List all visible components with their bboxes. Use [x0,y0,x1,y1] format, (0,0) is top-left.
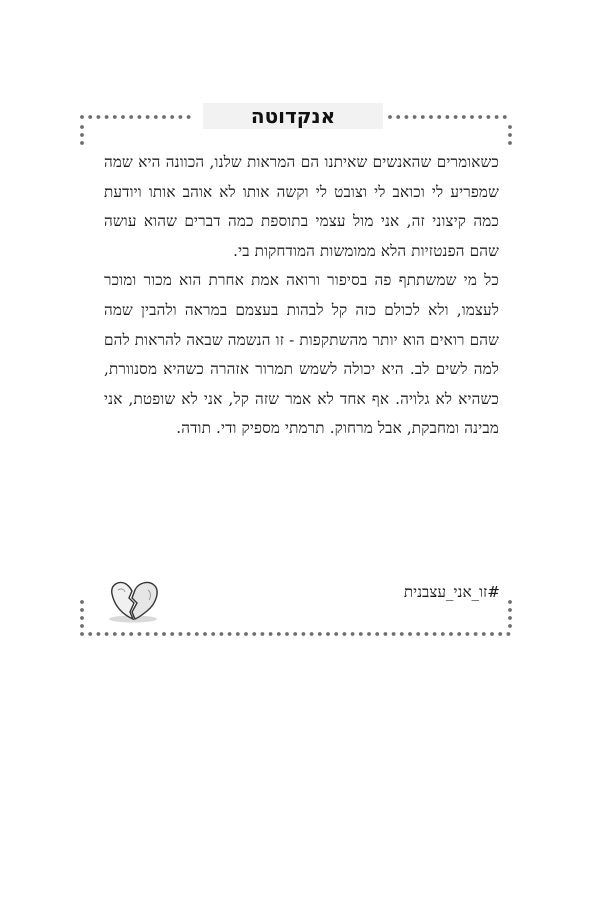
page-title: אנקדוטה [203,103,383,129]
broken-heart-icon [104,578,164,624]
paragraph-2: כל מי שמשתתף פה בסיפור ורואה אמת אחרת הוא מכור ומוכר לעצמו, ולא לכולם כזה קל לבהות בעצמם במראה ולהבין שמה שהם רואים הוא יותר מהשתקפות - זו הנשמה שבאה להראות להם למה לשים לב. היא יכולה לשמש תמרור אזהרה כשהיא מסנוורת, כשהיא לא גלויה. אף אחד לא אמר שזה קל, אני לא שופטת, אני מבינה ומחבקת, אבל מרחוק. תרמתי מספיק ודי. תודה. [104,271,499,438]
paragraph-1: כשאומרים שהאנשים שאיתנו הם המראות שלנו, הכוונה היא שמה שמפריע לי וכואב לי וצובט לי וקשה אותו לא אוהב אותו ויודעת כמה קיצוני זה, אני מול עצמי בתוספת כמה דברים שהוא עושה שהם הפנטזיות הלא ממומשות המודחקות בי. [104,153,499,260]
body-text [104,148,499,444]
hashtag: #זו_אני_עצבנית [403,583,500,601]
